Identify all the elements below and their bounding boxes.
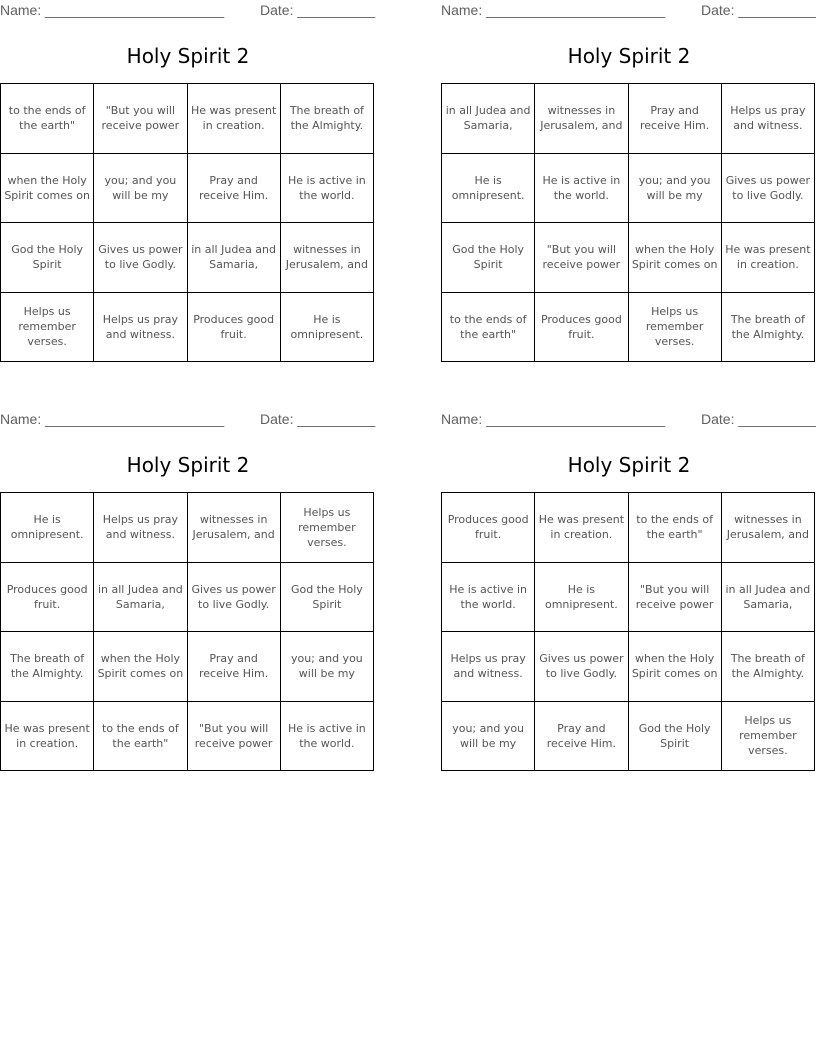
grid-cell: in all Judea and Samaria, [94, 562, 187, 632]
grid-cell: Helps us remember verses. [280, 493, 373, 563]
grid-cell: Gives us power to live Godly. [94, 223, 187, 293]
grid-cell: Pray and receive Him. [187, 153, 280, 223]
grid-cell: when the Holy Spirit comes on [1, 153, 94, 223]
grid-row [442, 562, 815, 632]
grid-cell: when the Holy Spirit comes on [628, 223, 721, 293]
grid-cell: Pray and receive Him. [628, 84, 721, 154]
name-date-line [0, 2, 376, 20]
bingo-grid [441, 83, 815, 362]
grid-cell: Helps us pray and witness. [94, 292, 187, 362]
grid-cell: The breath of the Almighty. [721, 632, 814, 702]
grid-cell: Produces good fruit. [442, 493, 535, 563]
grid-cell: in all Judea and Samaria, [442, 84, 535, 154]
date-field[interactable]: Date: __________ [260, 411, 376, 427]
grid-cell: Helps us remember verses. [1, 292, 94, 362]
grid-row [442, 493, 815, 563]
grid-cell: when the Holy Spirit comes on [628, 632, 721, 702]
date-field[interactable]: Date: __________ [701, 411, 816, 427]
bingo-grid [441, 492, 815, 771]
name-field[interactable]: Name: _______________________ [0, 411, 225, 427]
grid-cell: Helps us remember verses. [721, 701, 814, 771]
grid-row [1, 84, 374, 154]
card-title: Holy Spirit 2 [567, 44, 691, 68]
bingo-grid [0, 492, 374, 771]
grid-cell: He was present in creation. [535, 493, 628, 563]
grid-cell: God the Holy Spirit [442, 223, 535, 293]
bingo-card-4 [441, 409, 816, 781]
grid-cell: witnesses in Jerusalem, and [535, 84, 628, 154]
grid-cell: He is omnipresent. [535, 562, 628, 632]
grid-cell: The breath of the Almighty. [1, 632, 94, 702]
grid-cell: Helps us pray and witness. [442, 632, 535, 702]
grid-cell: Gives us power to live Godly. [535, 632, 628, 702]
name-date-line [441, 2, 816, 20]
name-date-line [441, 411, 816, 429]
grid-cell: God the Holy Spirit [628, 701, 721, 771]
grid-cell: witnesses in Jerusalem, and [721, 493, 814, 563]
grid-row [1, 701, 374, 771]
grid-cell: Produces good fruit. [187, 292, 280, 362]
name-field[interactable]: Name: _______________________ [0, 2, 225, 18]
bingo-card-2 [441, 0, 816, 372]
grid-cell: witnesses in Jerusalem, and [280, 223, 373, 293]
grid-cell: Pray and receive Him. [535, 701, 628, 771]
grid-cell: He is active in the world. [442, 562, 535, 632]
grid-row [442, 292, 815, 362]
grid-cell: Pray and receive Him. [187, 632, 280, 702]
grid-row [1, 223, 374, 293]
grid-cell: to the ends of the earth" [442, 292, 535, 362]
grid-cell: He is omnipresent. [1, 493, 94, 563]
grid-row [442, 153, 815, 223]
grid-cell: when the Holy Spirit comes on [94, 632, 187, 702]
card-title: Holy Spirit 2 [567, 453, 691, 477]
date-field[interactable]: Date: __________ [260, 2, 376, 18]
bingo-grid [0, 83, 374, 362]
grid-row [442, 223, 815, 293]
date-field[interactable]: Date: __________ [701, 2, 816, 18]
grid-row [442, 701, 815, 771]
grid-cell: Gives us power to live Godly. [187, 562, 280, 632]
name-field[interactable]: Name: _______________________ [441, 2, 666, 18]
grid-row [1, 153, 374, 223]
grid-cell: He is active in the world. [535, 153, 628, 223]
grid-cell: you; and you will be my [628, 153, 721, 223]
grid-row [442, 84, 815, 154]
grid-cell: Helps us pray and witness. [94, 493, 187, 563]
name-field[interactable]: Name: _______________________ [441, 411, 666, 427]
grid-cell: Produces good fruit. [1, 562, 94, 632]
grid-cell: Produces good fruit. [535, 292, 628, 362]
grid-cell: He was present in creation. [187, 84, 280, 154]
card-title: Holy Spirit 2 [126, 453, 250, 477]
name-date-line [0, 411, 376, 429]
grid-row [1, 493, 374, 563]
grid-cell: Helps us remember verses. [628, 292, 721, 362]
grid-row [1, 292, 374, 362]
grid-cell: God the Holy Spirit [280, 562, 373, 632]
grid-cell: in all Judea and Samaria, [187, 223, 280, 293]
grid-cell: "But you will receive power [187, 701, 280, 771]
grid-row [442, 632, 815, 702]
bingo-card-1 [0, 0, 376, 372]
grid-row [1, 632, 374, 702]
grid-cell: He is active in the world. [280, 153, 373, 223]
grid-cell: He was present in creation. [1, 701, 94, 771]
grid-cell: He was present in creation. [721, 223, 814, 293]
grid-cell: witnesses in Jerusalem, and [187, 493, 280, 563]
grid-cell: He is omnipresent. [280, 292, 373, 362]
grid-cell: you; and you will be my [442, 701, 535, 771]
grid-cell: in all Judea and Samaria, [721, 562, 814, 632]
grid-cell: The breath of the Almighty. [280, 84, 373, 154]
grid-cell: He is omnipresent. [442, 153, 535, 223]
grid-cell: Gives us power to live Godly. [721, 153, 814, 223]
grid-cell: you; and you will be my [94, 153, 187, 223]
bingo-card-3 [0, 409, 376, 781]
grid-cell: "But you will receive power [94, 84, 187, 154]
grid-cell: God the Holy Spirit [1, 223, 94, 293]
grid-cell: to the ends of the earth" [628, 493, 721, 563]
grid-cell: He is active in the world. [280, 701, 373, 771]
card-title: Holy Spirit 2 [126, 44, 250, 68]
grid-cell: to the ends of the earth" [94, 701, 187, 771]
grid-cell: "But you will receive power [628, 562, 721, 632]
grid-cell: The breath of the Almighty. [721, 292, 814, 362]
grid-cell: to the ends of the earth" [1, 84, 94, 154]
grid-row [1, 562, 374, 632]
grid-cell: "But you will receive power [535, 223, 628, 293]
grid-cell: you; and you will be my [280, 632, 373, 702]
grid-cell: Helps us pray and witness. [721, 84, 814, 154]
